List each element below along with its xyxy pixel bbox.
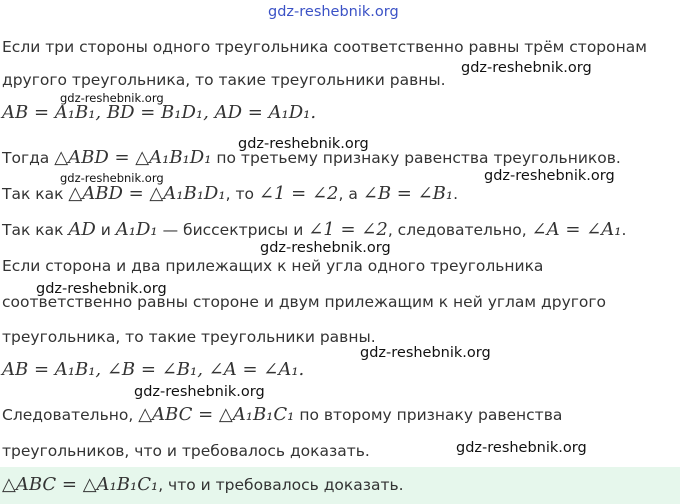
math-angle-eq: ∠B = ∠B₁ (362, 183, 454, 204)
answer-line (2, 475, 404, 495)
math-triangle-eq: △ABC = △A₁B₁C₁ (2, 474, 159, 495)
watermark: gdz-reshebnik.org (456, 440, 587, 456)
text-line-4 (2, 148, 621, 168)
math-triangle-eq: △ABD = △A₁B₁D₁ (54, 147, 212, 168)
math-equalities-2: AB = A₁B₁, ∠B = ∠B₁, ∠A = ∠A₁. (2, 359, 305, 380)
text-line-1: Если три стороны одного треугольника соответственно равны трём сторонам (2, 38, 647, 56)
text: Следовательно, (2, 406, 139, 424)
answer-box (0, 467, 680, 504)
watermark: gdz-reshebnik.org (484, 168, 615, 184)
text: , а (338, 185, 363, 203)
math-equalities-1: AB = A₁B₁, BD = B₁D₁, AD = A₁D₁. (2, 102, 317, 123)
watermark-top: gdz-reshebnik.org (268, 4, 399, 20)
text-line-12: треугольников, что и требовалось доказать. (2, 442, 370, 460)
text: Тогда (2, 149, 55, 167)
text: . (621, 221, 627, 239)
text-line-9: треугольника, то такие треугольники равны. (2, 328, 376, 346)
text: Так как (2, 185, 69, 203)
math-triangle-eq: △ABC = △A₁B₁C₁ (138, 404, 295, 425)
text-line-7: Если сторона и два прилежащих к ней угла одного треугольника (2, 257, 544, 275)
math-angle-eq: ∠1 = ∠2 (258, 183, 339, 204)
text: , то (225, 185, 259, 203)
watermark: gdz-reshebnik.org (238, 136, 369, 152)
text: и (95, 221, 116, 239)
math-angle-eq: ∠A = ∠A₁ (531, 219, 622, 240)
text: , что и требовалось доказать. (158, 476, 404, 494)
watermark: gdz-reshebnik.org (360, 345, 491, 361)
math-segment: A₁D₁ (115, 219, 158, 240)
watermark: gdz-reshebnik.org (60, 171, 164, 185)
watermark: gdz-reshebnik.org (60, 91, 164, 105)
text: — биссектрисы и (157, 221, 309, 239)
watermark: gdz-reshebnik.org (260, 240, 391, 256)
watermark: gdz-reshebnik.org (36, 281, 167, 297)
math-triangle-eq: △ABD = △A₁B₁D₁ (68, 183, 226, 204)
math-angle-eq: ∠1 = ∠2 (308, 219, 388, 240)
watermark: gdz-reshebnik.org (134, 384, 265, 400)
text: по второму признаку равенства (294, 406, 563, 424)
text-line-5 (2, 184, 458, 204)
text: по третьему признаку равенства треугольников. (211, 149, 621, 167)
watermark: gdz-reshebnik.org (461, 60, 592, 76)
text: . (453, 185, 459, 203)
text-line-2: другого треугольника, то такие треугольники равны. (2, 71, 446, 89)
text-line-8: соответственно равны стороне и двум прилежащим к ней углам другого (2, 293, 607, 311)
text-line-11 (2, 405, 562, 425)
math-segment: AD (68, 219, 96, 240)
text: , следовательно, (387, 221, 532, 239)
text: Так как (2, 221, 69, 239)
text-line-6 (2, 220, 626, 240)
